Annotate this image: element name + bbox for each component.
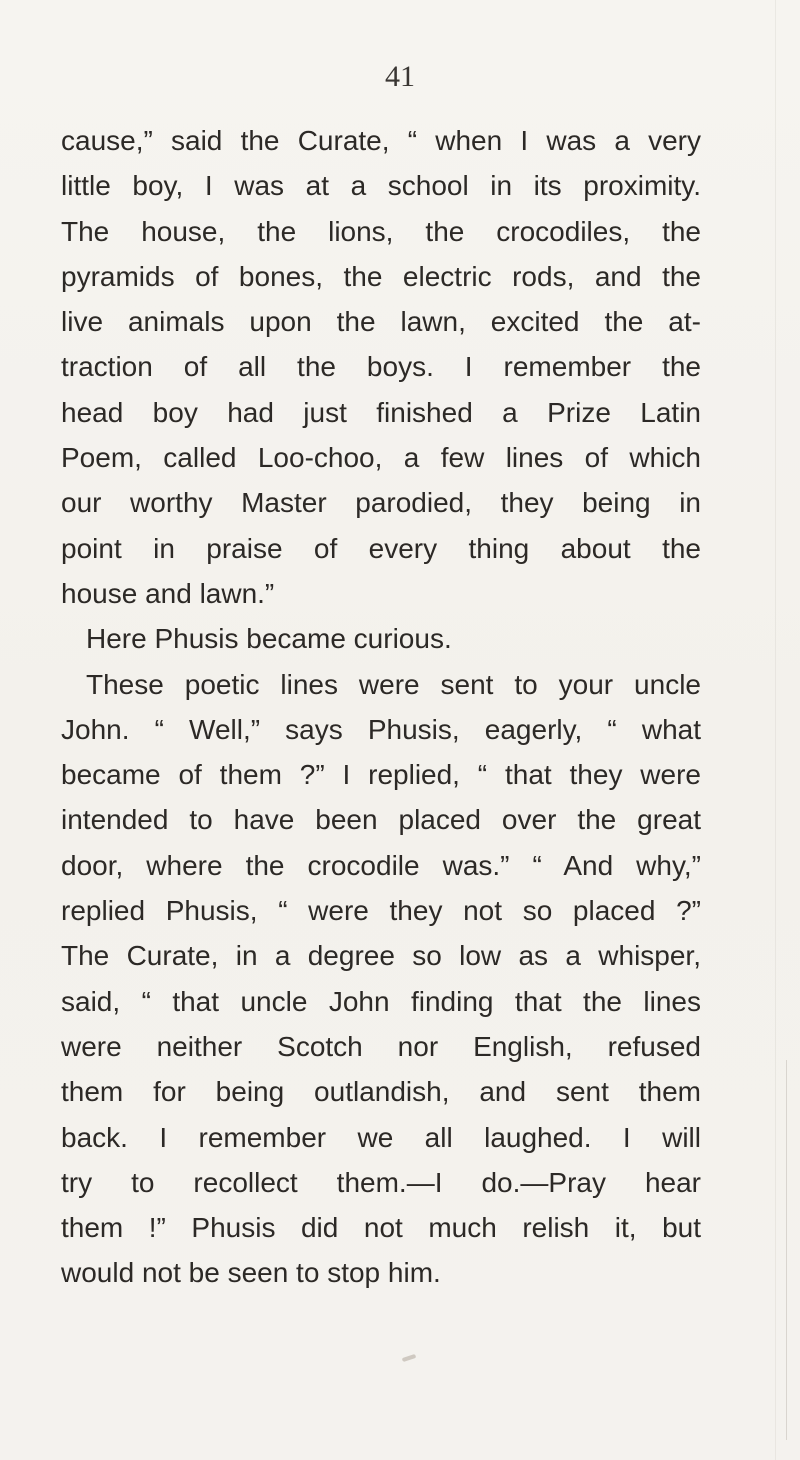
text-line: Here Phusis became curious. bbox=[86, 623, 452, 655]
text-line: would not be seen to stop him. bbox=[61, 1257, 441, 1289]
text-line: cause,” said the Curate, “ when I was a very bbox=[61, 125, 701, 156]
text-line: point in praise of every thing about the bbox=[61, 532, 701, 564]
page-edge-shadow bbox=[775, 0, 776, 1460]
text-line: These poetic lines were sent to your uncle bbox=[86, 668, 701, 700]
text-line: door, where the crocodile was.” “ And why,” bbox=[61, 849, 701, 881]
text-line: our worthy Master parodied, they being in bbox=[61, 487, 701, 519]
body-text bbox=[61, 118, 701, 1296]
text-line: The Curate, in a degree so low as a whisper, bbox=[61, 940, 701, 972]
text-line: replied Phusis, “ were they not so placed ?” bbox=[61, 895, 701, 927]
page-crease bbox=[786, 1060, 787, 1440]
text-line: traction of all the boys. I remember the bbox=[61, 351, 701, 383]
text-line: back. I remember we all laughed. I will bbox=[61, 1121, 701, 1153]
text-line: John. “ Well,” says Phusis, eagerly, “ what bbox=[61, 713, 701, 745]
text-line: try to recollect them.—I do.—Pray hear bbox=[61, 1166, 701, 1198]
text-line: head boy had just finished a Prize Latin bbox=[61, 396, 701, 428]
text-line: them !” Phusis did not much relish it, but bbox=[61, 1212, 701, 1244]
page-number: 41 bbox=[385, 60, 415, 93]
text-line: little boy, I was at a school in its proximity. bbox=[61, 170, 701, 202]
text-line: them for being outlandish, and sent them bbox=[61, 1076, 701, 1108]
text-line: intended to have been placed over the great bbox=[61, 804, 701, 836]
text-line: said, “ that uncle John finding that the lines bbox=[61, 985, 701, 1017]
text-line: were neither Scotch nor English, refused bbox=[61, 1030, 701, 1062]
text-line: Poem, called Loo-choo, a few lines of which bbox=[61, 442, 701, 474]
text-line: house and lawn.” bbox=[61, 577, 275, 609]
paper-speck bbox=[402, 1354, 417, 1362]
text-line: became of them ?” I replied, “ that they were bbox=[61, 759, 701, 791]
text-line: live animals upon the lawn, excited the at- bbox=[61, 306, 701, 338]
text-line: pyramids of bones, the electric rods, and the bbox=[61, 260, 701, 292]
text-line: The house, the lions, the crocodiles, the bbox=[61, 215, 701, 247]
